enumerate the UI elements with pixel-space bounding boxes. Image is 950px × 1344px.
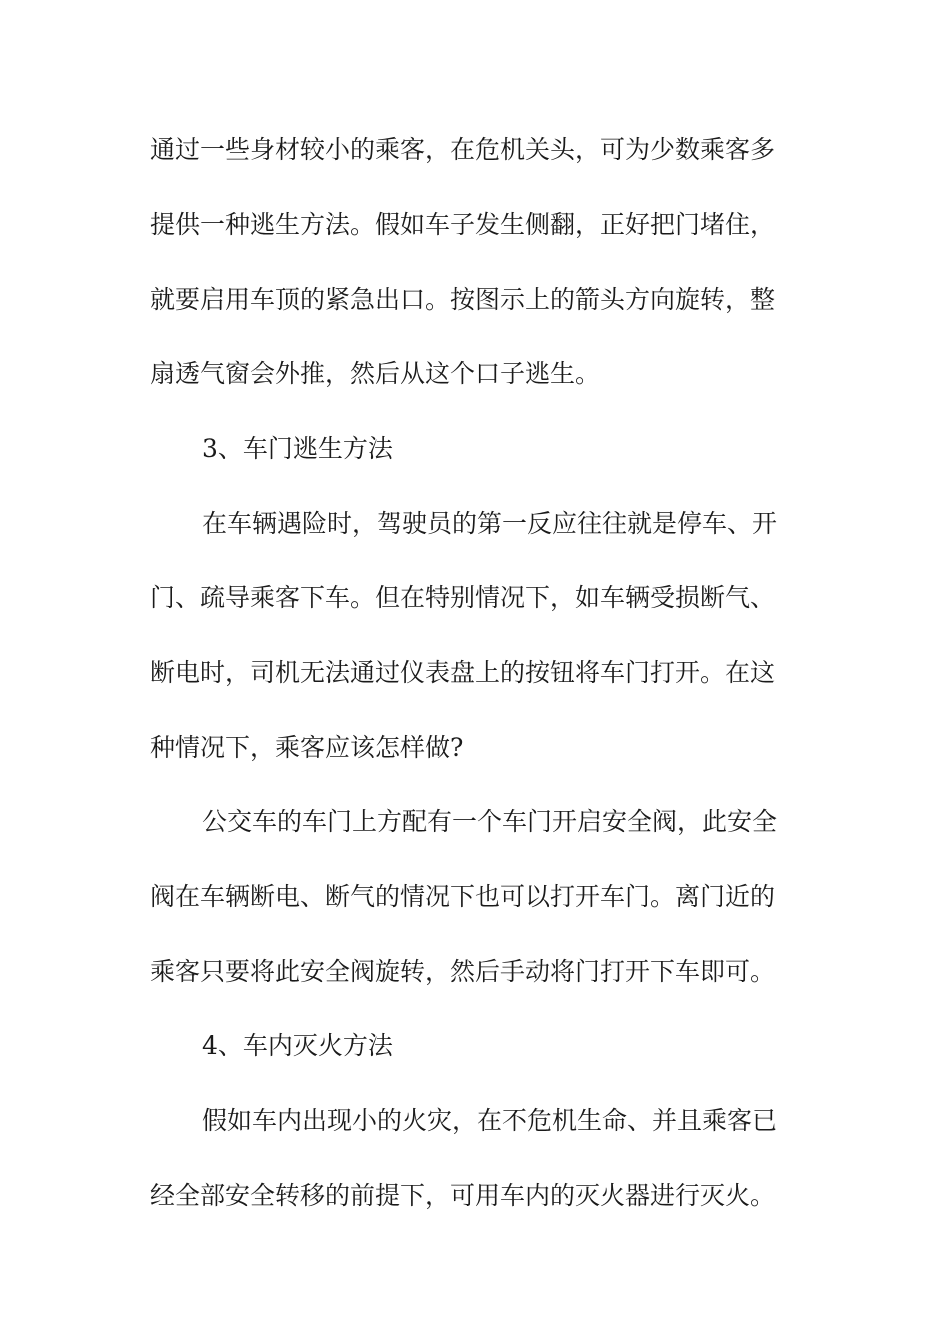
paragraph-line: 公交车的车门上方配有一个车门开启安全阀，此安全 xyxy=(202,807,778,836)
paragraph-line: 扇透气窗会外推，然后从这个口子逃生。 xyxy=(150,359,601,388)
paragraph-line: 门、疏导乘客下车。但在特别情况下，如车辆受损断气、 xyxy=(150,583,776,612)
paragraph-line: 假如车内出现小的火灾，在不危机生命、并且乘客已 xyxy=(202,1106,778,1135)
paragraph-line: 乘客只要将此安全阀旋转，然后手动将门打开下车即可。 xyxy=(150,957,776,986)
section-heading: 3、车门逃生方法 xyxy=(202,434,393,463)
paragraph-line: 在车辆遇险时，驾驶员的第一反应往往就是停车、开 xyxy=(202,509,778,538)
section-heading: 4、车内灭火方法 xyxy=(202,1031,393,1060)
paragraph-line: 断电时，司机无法通过仪表盘上的按钮将车门打开。在这 xyxy=(150,658,776,687)
paragraph-line: 提供一种逃生方法。假如车子发生侧翻，正好把门堵住， xyxy=(150,210,776,239)
paragraph-line: 就要启用车顶的紧急出口。按图示上的箭头方向旋转，整 xyxy=(150,285,776,314)
paragraph-line: 种情况下，乘客应该怎样做? xyxy=(150,733,464,762)
paragraph-line: 经全部安全转移的前提下，可用车内的灭火器进行灭火。 xyxy=(150,1181,776,1210)
paragraph-line: 阀在车辆断电、断气的情况下也可以打开车门。离门近的 xyxy=(150,882,776,911)
paragraph-line: 通过一些身材较小的乘客，在危机关头，可为少数乘客多 xyxy=(150,135,776,164)
